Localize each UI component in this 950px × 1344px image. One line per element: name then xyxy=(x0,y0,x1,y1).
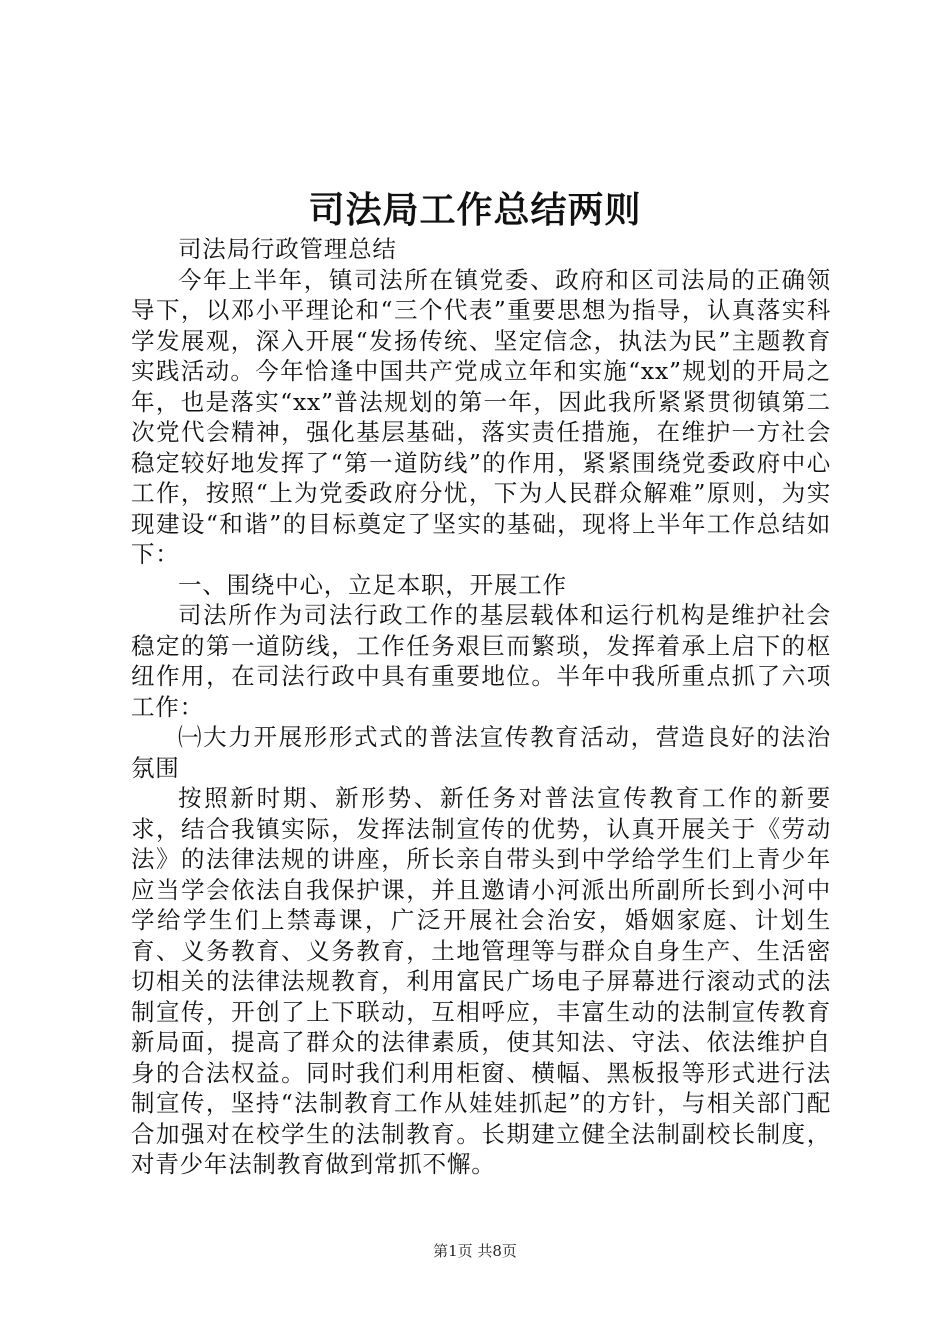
subsection-heading-one: ㈠大力开展形形式式的普法宣传教育活动，营造良好的法治氛围 xyxy=(131,723,831,782)
page-number-footer: 第1页 共8页 xyxy=(433,1242,517,1260)
section-heading-admin-summary: 司法局行政管理总结 xyxy=(178,235,397,263)
paragraph-legal-education: 按照新时期、新形势、新任务对普法宣传教育工作的新要求，结合我镇实际，发挥法制宣传的优势，认真开展关于《劳动法》的法律法规的讲座，所长亲自带头到中学给学生们上青少年应当学会依法自我保护课，并且邀请小河派出所副所长到小河中学给学生们上禁毒课，广泛开展社会治安，婚姻家庭、计划生育、义务教育、义务教育，土地管理等与群众自身生产、生活密切相关的法律法规教育，利用富民广场电子屏幕进行滚动式的法制宣传，开创了上下联动，互相呼应，丰富生动的法制宣传教育新局面，提高了群众的法律素质，使其知法、守法、依法维护自身的合法权益。同时我们利用柜窗、横幅、黑板报等形式进行法制宣传，坚持“法制教育工作从娃娃抓起”的方针，与相关部门配合加强对在校学生的法制教育。长期建立健全法制副校长制度，对青少年法制教育做到常抓不懈。 xyxy=(131,784,831,1178)
paragraph-role: 司法所作为司法行政工作的基层载体和运行机构是维护社会稳定的第一道防线，工作任务艰巨而繁琐，发挥着承上启下的枢纽作用，在司法行政中具有重要地位。半年中我所重点抓了六项工作： xyxy=(131,601,831,721)
document-title: 司法局工作总结两则 xyxy=(308,189,642,231)
section-heading-one: 一、围绕中心，立足本职，开展工作 xyxy=(178,570,567,599)
document-body xyxy=(131,234,831,1180)
paragraph-intro: 今年上半年，镇司法所在镇党委、政府和区司法局的正确领导下，以邓小平理论和“三个代表”重要思想为指导，认真落实科学发展观，深入开展“发扬传统、坚定信念，执法为民”主题教育实践活动。今年恰逢中国共产党成立年和实施“xx”规划的开局之年，也是落实“xx”普法规划的第一年，因此我所紧紧贯彻镇第二次党代会精神，强化基层基础，落实责任措施，在维护一方社会稳定较好地发挥了“第一道防线”的作用，紧紧围绕党委政府中心工作，按照“上为党委政府分忧，下为人民群众解难”原则，为实现建设“和谐”的目标奠定了坚实的基础，现将上半年工作总结如下： xyxy=(131,265,831,568)
